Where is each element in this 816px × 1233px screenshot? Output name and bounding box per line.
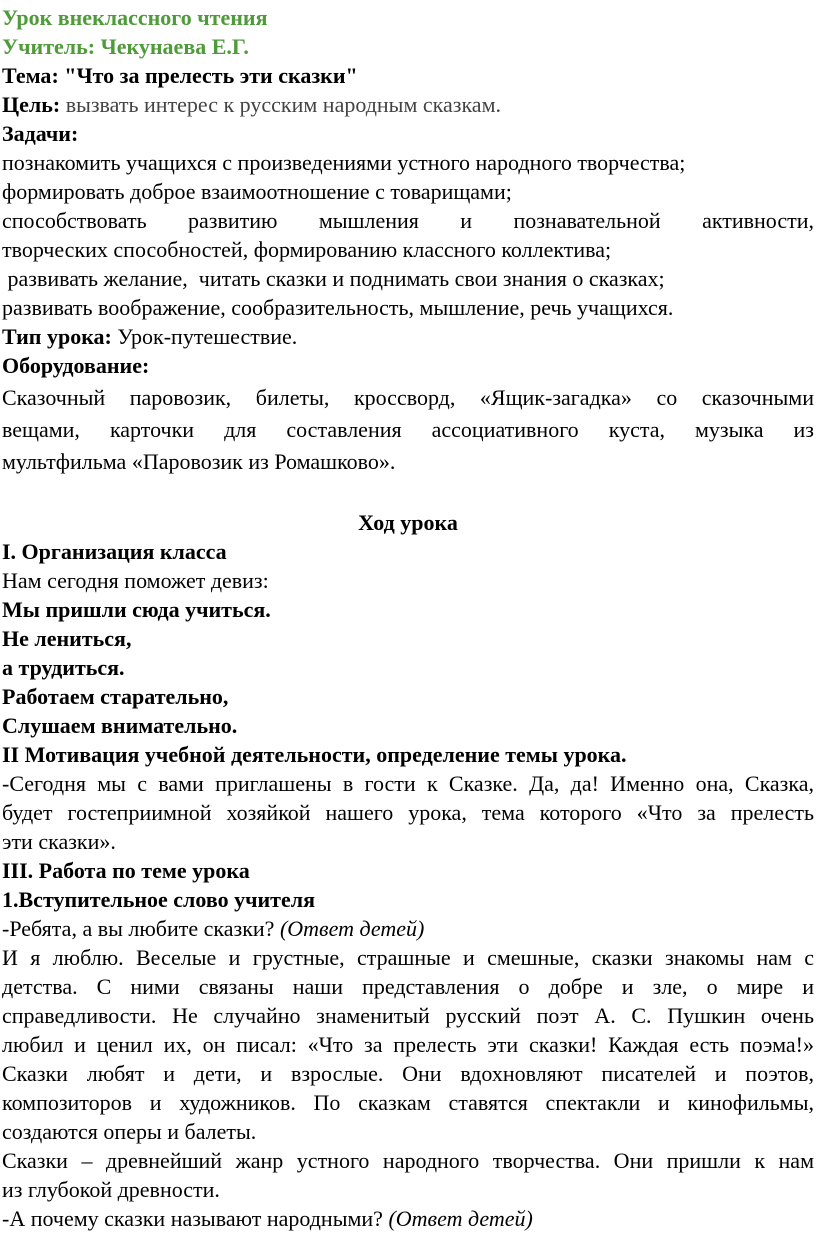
lesson-type-label: Тип урока:	[2, 324, 112, 349]
paragraph-line: композиторов и художников. По сказкам ставятся спектакли и кинофильмы,	[2, 1090, 814, 1115]
goal-label: Цель:	[2, 92, 61, 117]
lesson-title: Урок внеклассного чтения	[2, 5, 268, 30]
section-2-text: эти сказки».	[2, 829, 116, 854]
section-3-title: III. Работа по теме урока	[2, 858, 250, 883]
question-1-text: -Ребята, а вы любите сказки?	[2, 916, 280, 941]
paragraph-line: из глубокой древности.	[2, 1177, 220, 1202]
section-2-text: будет гостеприимной хозяйкой нашего урока, тема которого «Что за прелесть	[2, 800, 814, 825]
topic-label: Тема	[2, 63, 52, 88]
task-item: творческих способностей, формированию классного коллектива;	[2, 237, 612, 262]
paragraph-line: создаются оперы и балеты.	[2, 1119, 257, 1144]
question-2-text: -А почему сказки называют народными?	[2, 1206, 389, 1231]
task-item: развивать воображение, сообразительность, мышление, речь учащихся.	[2, 295, 674, 320]
tasks-label: Задачи:	[2, 121, 79, 146]
question-2-answer: (Ответ детей)	[388, 1206, 533, 1231]
task-item: способствовать развитию мышления и познавательной активности,	[2, 208, 814, 233]
equipment-line: мультфильма «Паровозик из Ромашково».	[2, 449, 396, 474]
paragraph-line: И я люблю. Веселые и грустные, страшные и смешные, сказки знакомы нам с	[2, 945, 814, 970]
motto-line: Мы пришли сюда учиться.	[2, 597, 271, 622]
paragraph-line: детства. С ними связаны наши представления о добре и зле, о мире и	[2, 974, 814, 999]
lesson-type-value: Урок-путешествие.	[111, 324, 298, 349]
subsection-1-title: 1.Вступительное слово учителя	[2, 887, 315, 912]
motto-line: а трудиться.	[2, 655, 125, 680]
topic-value: : "Что за прелесть эти сказки"	[51, 63, 358, 88]
question-2	[2, 1204, 814, 1233]
motto-line: Работаем старательно,	[2, 684, 229, 709]
motto-line: Слушаем внимательно.	[2, 713, 238, 738]
equipment-line: Сказочный паровозик, билеты, кроссворд, «Ящик-загадка» со сказочными	[2, 385, 814, 410]
question-1-answer: (Ответ детей)	[279, 916, 425, 941]
section-1-title: I. Организация класса	[2, 539, 227, 564]
paragraph-line: Сказки любят и дети, и взрослые. Они вдохновляют писателей и поэтов,	[2, 1061, 814, 1086]
teacher-name: Учитель: Чекунаева Е.Г.	[2, 34, 249, 59]
task-item: познакомить учащихся с произведениями устного народного творчества;	[2, 150, 686, 175]
equipment-label: Оборудование:	[2, 353, 150, 378]
question-1	[2, 914, 814, 943]
paragraph-line: Сказки – древнейший жанр устного народного творчества. Они пришли к нам	[2, 1148, 814, 1173]
equipment-line: вещами, карточки для составления ассоциативного куста, музыка из	[2, 417, 814, 442]
spacer	[2, 478, 814, 508]
paragraph-line: любил и ценил их, он писал: «Что за прелесть эти сказки! Каждая есть поэма!»	[2, 1032, 814, 1057]
motto-line: Не лениться,	[2, 626, 132, 651]
task-item: формировать доброе взаимоотношение с товарищами;	[2, 179, 512, 204]
motto-intro: Нам сегодня поможет девиз:	[2, 568, 269, 593]
task-item: развивать желание, читать сказки и поднимать свои знания о сказках;	[2, 266, 665, 291]
topic-line	[2, 61, 814, 90]
paragraph-line: справедливости. Не случайно знаменитый русский поэт А. С. Пушкин очень	[2, 1003, 814, 1028]
lesson-heading: Ход урока	[358, 510, 458, 535]
lesson-type-line	[2, 322, 814, 351]
goal-value: вызвать интерес к русским народным сказкам.	[60, 92, 501, 117]
goal-line	[2, 90, 814, 119]
section-2-title: II Мотивация учебной деятельности, определение темы урока.	[2, 742, 627, 767]
section-2-text: -Сегодня мы с вами приглашены в гости к Сказке. Да, да! Именно она, Сказка,	[2, 771, 814, 796]
